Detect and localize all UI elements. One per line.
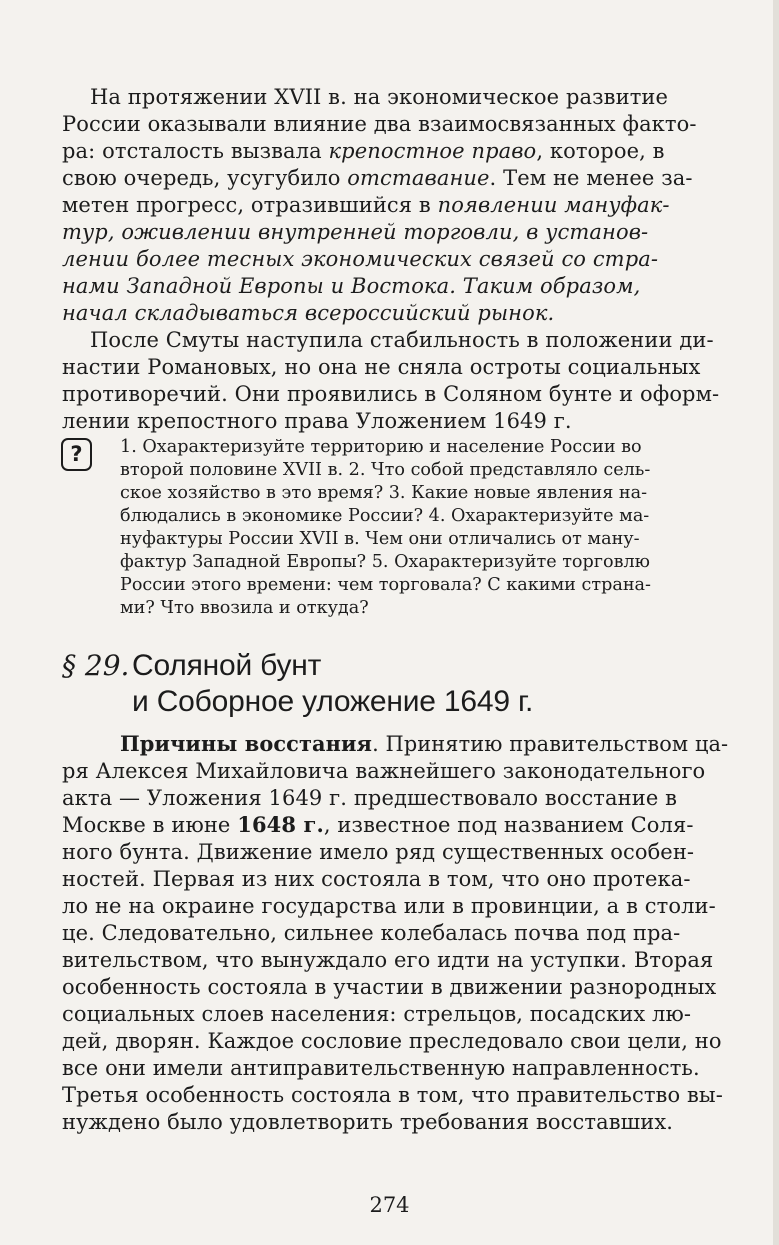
section-title-line-1: Соляной бунт [132,649,322,682]
para3-line-4 [62,812,694,838]
page-edge [773,0,779,1245]
para1-line-9: начал складываться всероссийский рынок. [62,301,555,325]
page-number: 274 [369,1193,410,1217]
questions-line-1: 1. Охарактеризуйте территорию и население России во [120,437,642,457]
para3-line-8: це. Следовательно, сильнее колебалась почва под пра- [62,921,681,945]
para3-line-15: нуждено было удовлетворить требования восставших. [62,1110,674,1134]
para1-line-6: тур, оживлении внутренней торговли, в установ- [62,220,649,244]
para2-line-3: противоречий. Они проявились в Соляном бунте и оформ- [62,382,720,406]
questions-line-2: второй половине XVII в. 2. Что собой представляло сель- [120,460,651,480]
para1-line-4 [62,165,693,191]
para1-italic: появлении мануфак- [437,193,670,217]
para1-text: метен прогресс, отразившийся в [62,193,438,217]
para3-line-14: Третья особенность состояла в том, что правительство вы- [62,1083,723,1107]
para1-italic: отставание [347,166,490,190]
para1-italic: крепостное право [328,139,537,163]
questions-line-8: ми? Что ввозила и откуда? [120,598,369,618]
para3-line-6: ностей. Первая из них состояла в том, что оно протека- [62,867,691,891]
para3-line-2: ря Алексея Михайловича важнейшего законодательного [62,759,706,783]
para1-line-2: России оказывали влияние два взаимосвязанных факто- [62,112,697,136]
para1-text: свою очередь, усугубило [62,166,348,190]
section-title-line-2: и Соборное уложение 1649 г. [132,685,534,718]
para3-line-13: все они имели антиправительственную направленность. [62,1056,700,1080]
para3-line-1 [120,731,728,757]
questions-line-6: фактур Западной Европы? 5. Охарактеризуйте торговлю [120,552,650,572]
para3-line-10: особенность состояла в участии в движении разнородных [62,975,717,999]
para3-text: . Принятию правительством ца- [372,732,729,756]
para1-line-7: лении более тесных экономических связей со стра- [62,247,659,271]
questions-line-3: ское хозяйство в это время? 3. Какие новые явления на- [120,483,648,503]
para1-text: , которое, в [536,139,665,163]
para3-text: , известное под названием Соля- [323,813,694,837]
para1-line-8: нами Западной Европы и Востока. Таким образом, [62,274,641,298]
questions-line-7: России этого времени: чем торговала? С какими страна- [120,575,651,595]
para3-line-3: акта — Уложения 1649 г. предшествовало восстание в [62,786,678,810]
questions-line-4: блюдались в экономике России? 4. Охарактеризуйте ма- [120,506,650,526]
para3-bold-date: 1648 г. [237,812,324,837]
para3-line-11: социальных слоев населения: стрельцов, посадских лю- [62,1002,692,1026]
para2-line-1: После Смуты наступила стабильность в положении ди- [90,328,714,352]
para3-line-5: ного бунта. Движение имело ряд существенных особен- [62,840,695,864]
para2-line-4: лении крепостного права Уложением 1649 г. [62,409,572,433]
para3-text: Москве в июне [62,813,238,837]
para1-text: ра: отсталость вызвала [62,139,329,163]
para3-line-7: ло не на окраине государства или в провинции, а в столи- [62,894,716,918]
para1-line-5 [62,192,670,218]
subsection-heading: Причины восстания [120,731,373,756]
para1-line-1: На протяжении XVII в. на экономическое развитие [90,85,669,109]
para3-line-9: вительством, что вынуждало его идти на уступки. Вторая [62,948,714,972]
para1-line-3 [62,138,665,164]
para2-line-2: настии Романовых, но она не сняла остроты социальных [62,355,701,379]
para1-text: . Тем не менее за- [489,166,693,190]
section-number: § 29. [62,649,130,682]
para3-line-12: дей, дворян. Каждое сословие преследовало свои цели, но [62,1029,722,1053]
question-mark-icon: ? [61,438,92,471]
questions-line-5: нуфактуры России XVII в. Чем они отличались от ману- [120,529,640,549]
